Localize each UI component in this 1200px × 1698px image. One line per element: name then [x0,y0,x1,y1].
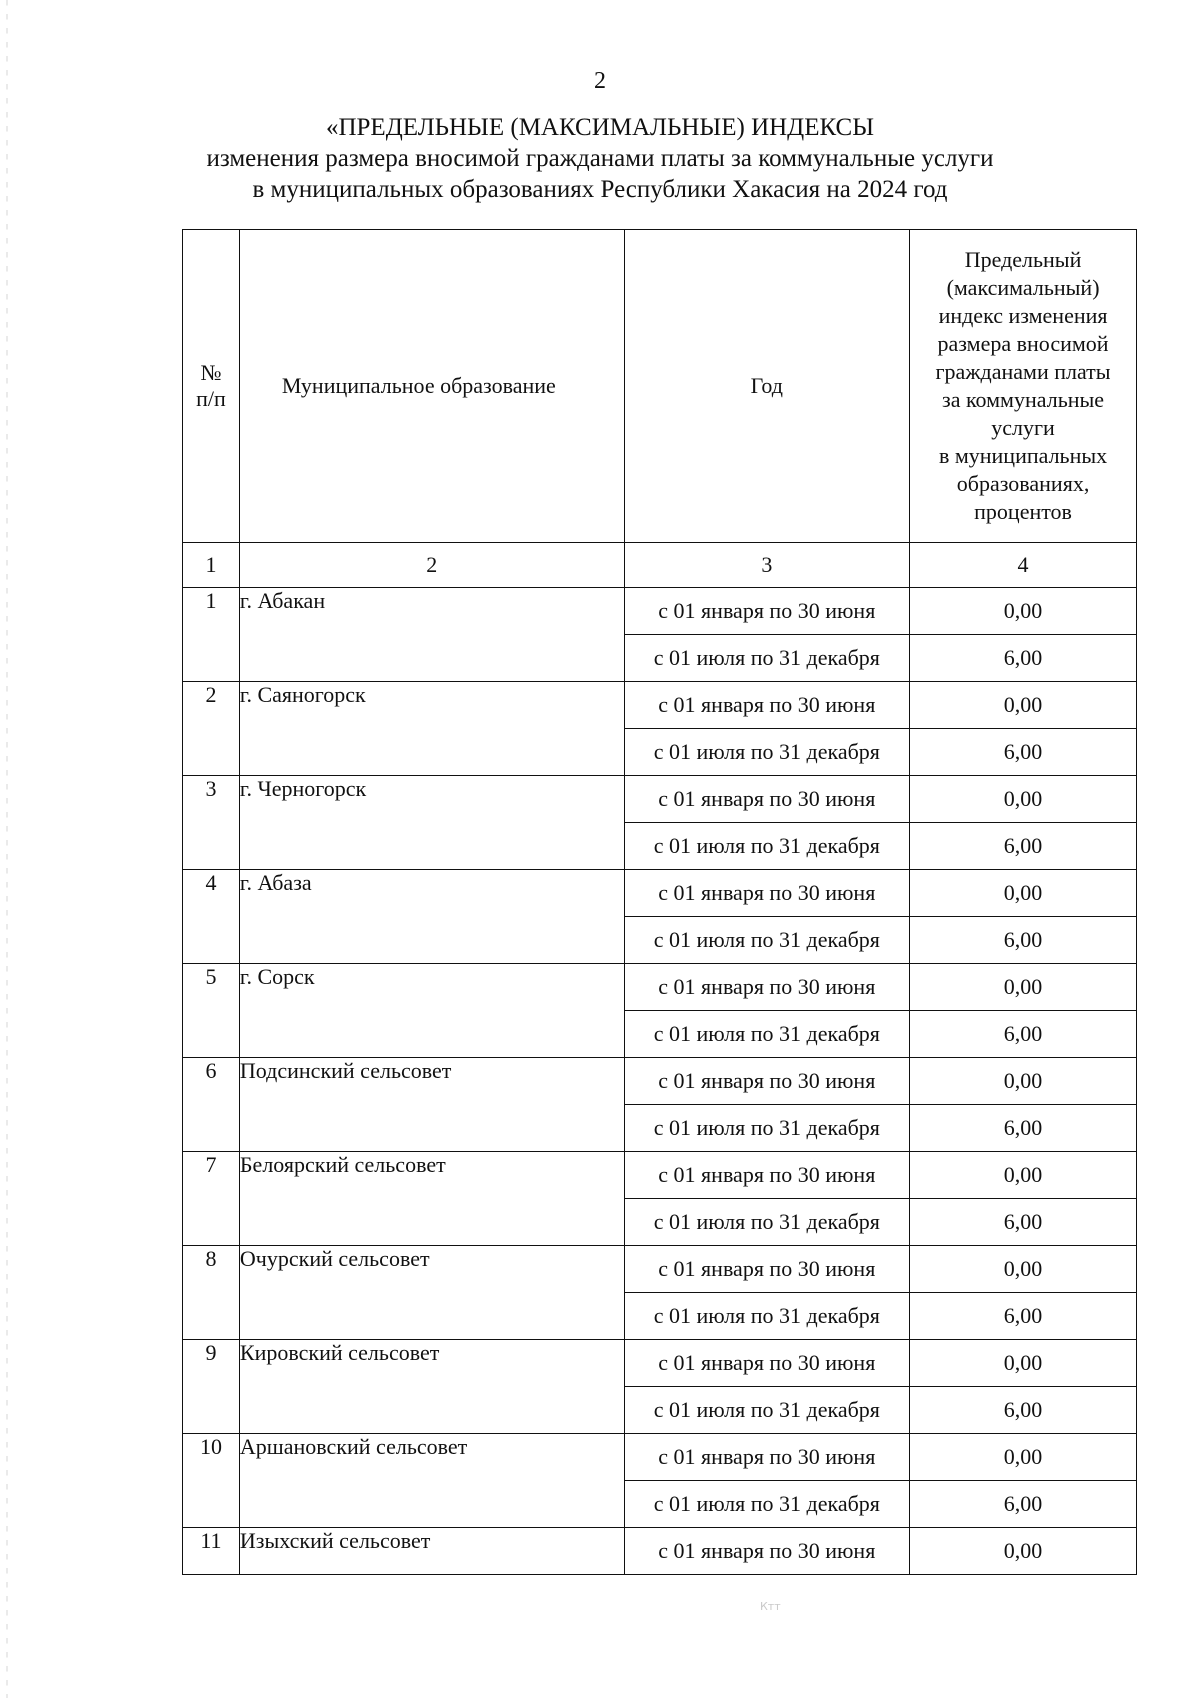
index-value-cell: 0,00 [910,682,1137,729]
title-line-2: изменения размера вносимой гражданами платы за коммунальные услуги [206,145,994,172]
table-row [183,1058,1137,1105]
municipality-name: г. Саяногорск [239,682,624,776]
table-row [183,870,1137,917]
index-value-cell: 6,00 [910,917,1137,964]
index-value-cell: 0,00 [910,776,1137,823]
period-cell: с 01 января по 30 июня [624,588,910,635]
row-number: 3 [183,776,240,870]
municipality-name: г. Сорск [239,964,624,1058]
header-index-line: образованиях, [956,471,1090,496]
row-number: 4 [183,870,240,964]
header-year: Год [624,230,910,543]
index-value-cell: 0,00 [910,1152,1137,1199]
header-index-line: в муниципальных [938,443,1108,468]
period-cell: с 01 января по 30 июня [624,1434,910,1481]
table-row [183,1528,1137,1575]
period-cell: с 01 января по 30 июня [624,776,910,823]
column-number: 1 [183,543,240,588]
index-value-cell: 0,00 [910,1340,1137,1387]
title-line-3: в муниципальных образованиях Республики Хакасия на 2024 год [252,176,948,203]
period-cell: с 01 июля по 31 декабря [624,1481,910,1528]
document-title [0,112,1200,205]
row-number: 9 [183,1340,240,1434]
header-index [910,230,1137,543]
index-value-cell: 6,00 [910,1011,1137,1058]
table-row [183,1340,1137,1387]
header-municipality: Муниципальное образование [239,230,624,543]
index-value-cell: 6,00 [910,1293,1137,1340]
table-row [183,682,1137,729]
period-cell: с 01 января по 30 июня [624,682,910,729]
index-value-cell: 6,00 [910,635,1137,682]
period-cell: с 01 июля по 31 декабря [624,1105,910,1152]
period-cell: с 01 июля по 31 декабря [624,823,910,870]
index-table [182,229,1137,1575]
index-value-cell: 0,00 [910,1434,1137,1481]
period-cell: с 01 июля по 31 декабря [624,1011,910,1058]
index-value-cell: 0,00 [910,1058,1137,1105]
municipality-name: Подсинский сельсовет [239,1058,624,1152]
period-cell: с 01 июля по 31 декабря [624,1387,910,1434]
period-cell: с 01 июля по 31 декабря [624,1199,910,1246]
header-index-line: (максимальный) [946,275,1100,300]
row-number: 11 [183,1528,240,1575]
header-index-line: услуги [991,415,1055,440]
row-number: 8 [183,1246,240,1340]
column-number: 4 [910,543,1137,588]
municipality-name: Изыхский сельсовет [239,1528,624,1575]
row-number: 1 [183,588,240,682]
municipality-name: Очурский сельсовет [239,1246,624,1340]
row-number: 7 [183,1152,240,1246]
row-number: 2 [183,682,240,776]
municipality-name: г. Абаза [239,870,624,964]
table-header-row [183,230,1137,543]
scan-margin-artifact [6,0,8,1698]
index-value-cell: 0,00 [910,588,1137,635]
index-value-cell: 6,00 [910,1105,1137,1152]
faint-stamp [760,1600,900,1614]
header-index-line: процентов [974,499,1072,524]
index-value-cell: 6,00 [910,1481,1137,1528]
header-number-abbr: п/п [196,386,226,411]
header-index-line: индекс изменения [938,303,1108,328]
period-cell: с 01 января по 30 июня [624,1528,910,1575]
header-number [183,230,240,543]
municipality-name: Аршановский сельсовет [239,1434,624,1528]
index-value-cell: 6,00 [910,1199,1137,1246]
row-number: 6 [183,1058,240,1152]
column-number: 3 [624,543,910,588]
row-number: 10 [183,1434,240,1528]
period-cell: с 01 июля по 31 декабря [624,635,910,682]
column-number: 2 [239,543,624,588]
index-value-cell: 0,00 [910,1528,1137,1575]
period-cell: с 01 июля по 31 декабря [624,729,910,776]
header-number-sign: № [200,360,222,385]
index-value-cell: 6,00 [910,729,1137,776]
municipality-name: г. Черногорск [239,776,624,870]
period-cell: с 01 января по 30 июня [624,1246,910,1293]
header-index-line: за коммунальные [942,387,1105,412]
index-value-cell: 6,00 [910,1387,1137,1434]
period-cell: с 01 июля по 31 декабря [624,917,910,964]
table-row [183,964,1137,1011]
period-cell: с 01 января по 30 июня [624,1340,910,1387]
title-line-1: «ПРЕДЕЛЬНЫЕ (МАКСИМАЛЬНЫЕ) ИНДЕКСЫ [325,114,875,141]
row-number: 5 [183,964,240,1058]
index-value-cell: 0,00 [910,964,1137,1011]
index-value-cell: 0,00 [910,1246,1137,1293]
table-row [183,776,1137,823]
municipality-name: г. Абакан [239,588,624,682]
period-cell: с 01 января по 30 июня [624,870,910,917]
municipality-name: Кировский сельсовет [239,1340,624,1434]
period-cell: с 01 января по 30 июня [624,964,910,1011]
column-number-row [183,543,1137,588]
header-index-line: Предельный [964,247,1082,272]
period-cell: с 01 января по 30 июня [624,1058,910,1105]
stamp-line: Ктт [760,1600,781,1613]
table-row [183,1434,1137,1481]
page-number: 2 [594,68,606,94]
index-value-cell: 6,00 [910,823,1137,870]
period-cell: с 01 июля по 31 декабря [624,1293,910,1340]
table-row [183,1152,1137,1199]
header-index-line: размера вносимой [937,331,1109,356]
municipality-name: Белоярский сельсовет [239,1152,624,1246]
period-cell: с 01 января по 30 июня [624,1152,910,1199]
index-value-cell: 0,00 [910,870,1137,917]
table-body [183,588,1137,1575]
header-index-line: гражданами платы [935,359,1111,384]
table-row [183,1246,1137,1293]
table-row [183,588,1137,635]
